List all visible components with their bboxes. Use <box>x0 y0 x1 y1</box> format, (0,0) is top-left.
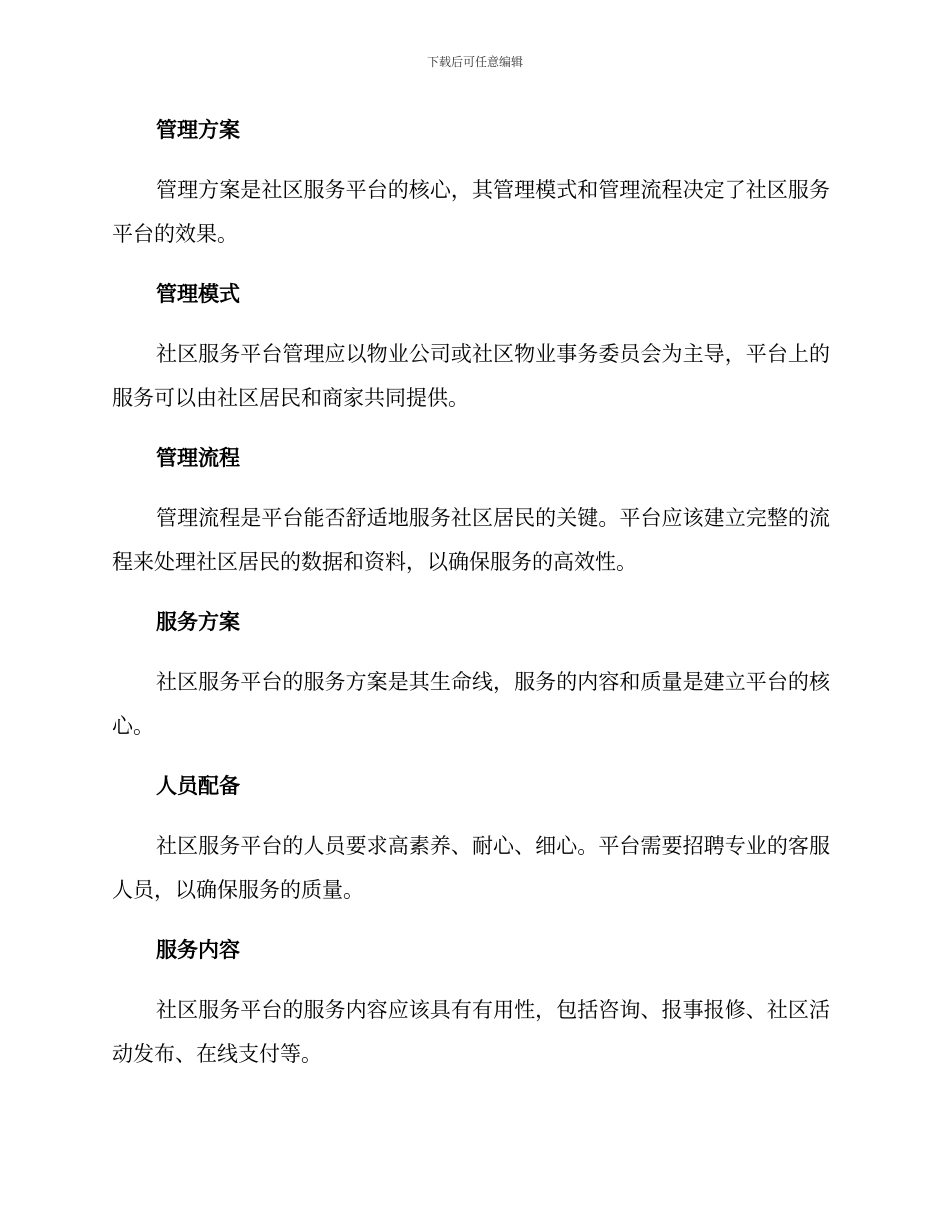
section-service-plan <box>112 600 830 748</box>
section-heading: 服务方案 <box>156 610 240 634</box>
section-heading: 服务内容 <box>156 938 240 962</box>
document-body <box>112 108 830 1092</box>
section-paragraph: 社区服务平台的人员要求高素养、耐心、细心。平台需要招聘专业的客服人员，以确保服务的质量。 <box>112 834 830 902</box>
section-service-content <box>112 928 830 1076</box>
section-heading: 管理流程 <box>156 446 240 470</box>
section-heading: 管理方案 <box>156 118 240 142</box>
section-paragraph: 社区服务平台的服务方案是其生命线，服务的内容和质量是建立平台的核心。 <box>112 670 830 738</box>
section-paragraph: 社区服务平台的服务内容应该具有有用性，包括咨询、报事报修、社区活动发布、在线支付等。 <box>112 998 830 1066</box>
section-heading: 管理模式 <box>156 282 240 306</box>
section-management-mode <box>112 272 830 420</box>
section-management-plan <box>112 108 830 256</box>
section-staffing <box>112 764 830 912</box>
page-header: 下载后可任意编辑 <box>426 55 523 69</box>
section-heading: 人员配备 <box>156 774 240 798</box>
section-paragraph: 社区服务平台管理应以物业公司或社区物业事务委员会为主导，平台上的服务可以由社区居民和商家共同提供。 <box>112 342 830 410</box>
section-paragraph: 管理方案是社区服务平台的核心，其管理模式和管理流程决定了社区服务平台的效果。 <box>112 178 830 246</box>
section-management-process <box>112 436 830 584</box>
section-paragraph: 管理流程是平台能否舒适地服务社区居民的关键。平台应该建立完整的流程来处理社区居民的数据和资料，以确保服务的高效性。 <box>112 506 830 574</box>
